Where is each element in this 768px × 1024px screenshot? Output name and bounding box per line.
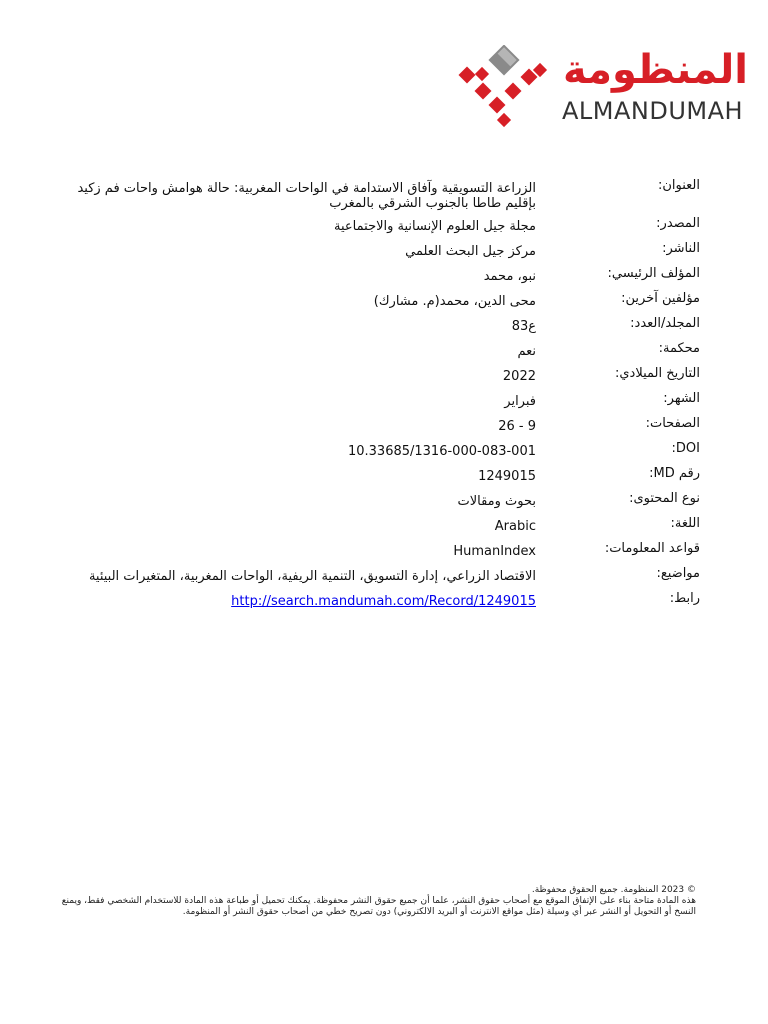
field-label: DOI: [671, 441, 700, 456]
field-value: نبو، محمد [483, 269, 536, 284]
record-row-md-number [60, 466, 710, 486]
field-value: 9 - 26 [498, 419, 536, 434]
diamond-cluster-icon [455, 45, 555, 131]
field-label: العنوان: [657, 178, 700, 193]
record-row-link [60, 591, 710, 611]
field-label: نوع المحتوى: [629, 491, 700, 506]
record-row-content-type [60, 491, 710, 511]
field-label: الشهر: [663, 391, 700, 406]
record-row-subjects [60, 566, 710, 586]
field-label: التاريخ الميلادي: [615, 366, 700, 381]
field-value: 1249015 [478, 469, 536, 484]
record-row-databases [60, 541, 710, 561]
field-label: المجلد/العدد: [630, 316, 700, 331]
record-row-other-authors [60, 291, 710, 311]
field-value: 10.33685/1316-000-083-001 [347, 444, 536, 459]
logo-arabic-text: المنظومة [563, 47, 748, 93]
field-value: Arabic [494, 519, 536, 534]
field-value: 2022 [502, 369, 536, 384]
field-label: قواعد المعلومات: [604, 541, 700, 556]
field-label: المؤلف الرئيسي: [607, 266, 700, 281]
field-value: محى الدين، محمد(م. مشارك) [373, 294, 536, 309]
record-row-pages [60, 416, 710, 436]
record-row-main-author [60, 266, 710, 286]
field-label: رابط: [669, 591, 700, 606]
field-value: نعم [517, 344, 536, 359]
copyright-footer [52, 885, 696, 918]
record-row-title [60, 178, 710, 211]
copyright-notice: هذه المادة متاحة بناء على الإتفاق الموقع مع أصحاب حقوق النشر، علما أن جميع حقوق النشر محفوظة. يمكنك تحميل أو طباعة هذه المادة للاستخدام الشخصي فقط، ويمنع النسخ أو التحويل أو النشر عبر أي وسيلة (مثل مواقع الانترنت أو البريد الالكتروني) دون تصريح خطي من أصحاب حقوق النشر أو المنظومة. [61, 896, 696, 917]
record-row-year [60, 366, 710, 386]
field-label: مواضيع: [656, 566, 700, 581]
field-value [60, 591, 536, 609]
field-label: رقم MD: [649, 466, 700, 481]
field-label: مؤلفين آخرين: [621, 291, 700, 306]
field-value: HumanIndex [453, 544, 536, 559]
field-value: الاقتصاد الزراعي، إدارة التسويق، التنمية الريفية، الواحات المغربية، المتغيرات البيئية [88, 569, 536, 584]
logo-english-text: ALMANDUMAH [562, 97, 744, 125]
record-row-language [60, 516, 710, 536]
record-details [60, 178, 710, 616]
field-value: الزراعة التسويقية وآفاق الاستدامة في الواحات المغربية: حالة هوامش واحات فم زكيد بإقليم طاطا بالجنوب الشرقي بالمغرب [77, 181, 536, 211]
record-row-source [60, 216, 710, 236]
record-row-publisher [60, 241, 710, 261]
field-label: المصدر: [656, 216, 700, 231]
field-label: محكمة: [658, 341, 700, 356]
field-value: فبراير [504, 394, 536, 409]
copyright-line: © 2023 المنظومة. جميع الحقوق محفوظة. [531, 885, 696, 895]
field-value: مجلة جيل العلوم الإنسانية والاجتماعية [334, 219, 536, 234]
record-row-peer-reviewed [60, 341, 710, 361]
field-label: الصفحات: [645, 416, 700, 431]
field-value: مركز جيل البحث العلمي [405, 244, 536, 259]
field-label: الناشر: [662, 241, 700, 256]
field-value: بحوث ومقالات [457, 494, 536, 509]
field-value: ع83 [511, 319, 536, 334]
almandumah-logo [455, 45, 748, 135]
record-row-month [60, 391, 710, 411]
record-link[interactable]: http://search.mandumah.com/Record/1249015 [231, 594, 536, 609]
field-label: اللغة: [670, 516, 700, 531]
record-row-doi [60, 441, 710, 461]
record-row-volume-issue [60, 316, 710, 336]
